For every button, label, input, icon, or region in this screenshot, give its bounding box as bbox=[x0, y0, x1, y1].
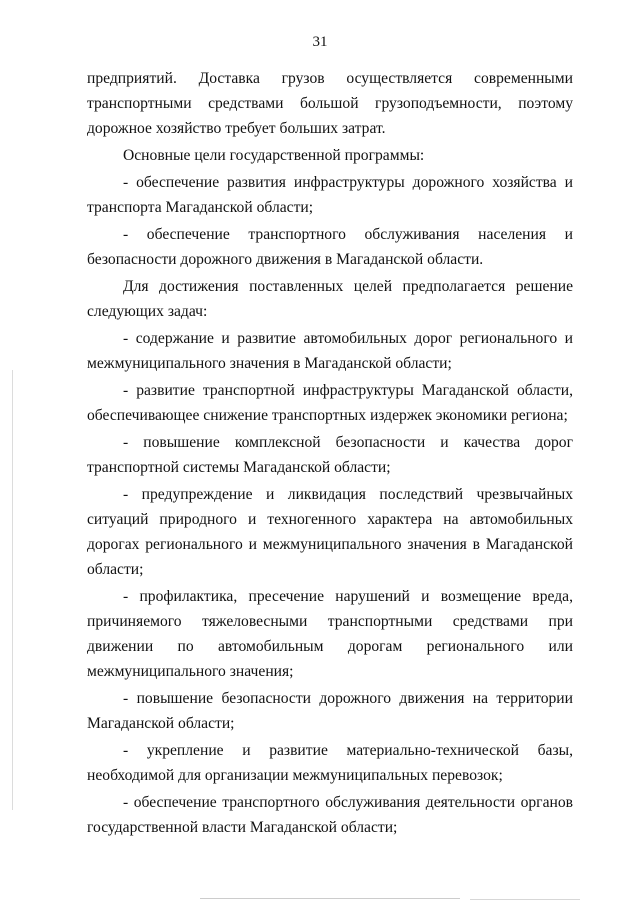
page-number: 31 bbox=[312, 34, 328, 50]
document-body bbox=[87, 66, 573, 840]
goal-item: - обеспечение развития инфраструктуры дорожного хозяйства и транспорта Магаданской области; bbox=[87, 174, 573, 216]
task-item: - профилактика, пресечение нарушений и возмещение вреда, причиняемого тяжеловесными транспортными средствами при движении по автомобильным дорогам регионального или межмуниципального значения; bbox=[87, 588, 573, 680]
task-item: - повышение комплексной безопасности и качества дорог транспортной системы Магаданской области; bbox=[87, 434, 573, 476]
scan-edge-line bbox=[200, 898, 460, 899]
task-item: - предупреждение и ликвидация последствий чрезвычайных ситуаций природного и техногенного характера на автомобильных дорогах регионального и межмуниципального значения в Магаданской области; bbox=[87, 486, 573, 578]
task-item: - содержание и развитие автомобильных дорог регионального и межмуниципального значения в Магаданской области; bbox=[87, 330, 573, 372]
task-item: - повышение безопасности дорожного движения на территории Магаданской области; bbox=[87, 690, 573, 732]
scan-edge-line bbox=[12, 370, 13, 810]
paragraph-continuation: предприятий. Доставка грузов осуществляется современными транспортными средствами большой грузоподъемности, поэтому дорожное хозяйство требует больших затрат. bbox=[87, 70, 573, 137]
paragraph-goals-intro: Основные цели государственной программы: bbox=[123, 147, 425, 164]
task-item: - укрепление и развитие материально-технической базы, необходимой для организации межмуниципальных перевозок; bbox=[87, 742, 573, 784]
scan-edge-line bbox=[470, 899, 580, 900]
goal-item: - обеспечение транспортного обслуживания населения и безопасности дорожного движения в Магаданской области. bbox=[87, 226, 573, 268]
task-item: - обеспечение транспортного обслуживания деятельности органов государственной власти Магаданской области; bbox=[87, 794, 573, 836]
paragraph-tasks-intro: Для достижения поставленных целей предполагается решение следующих задач: bbox=[87, 278, 573, 320]
task-item: - развитие транспортной инфраструктуры Магаданской области, обеспечивающее снижение транспортных издержек экономики региона; bbox=[87, 382, 573, 424]
